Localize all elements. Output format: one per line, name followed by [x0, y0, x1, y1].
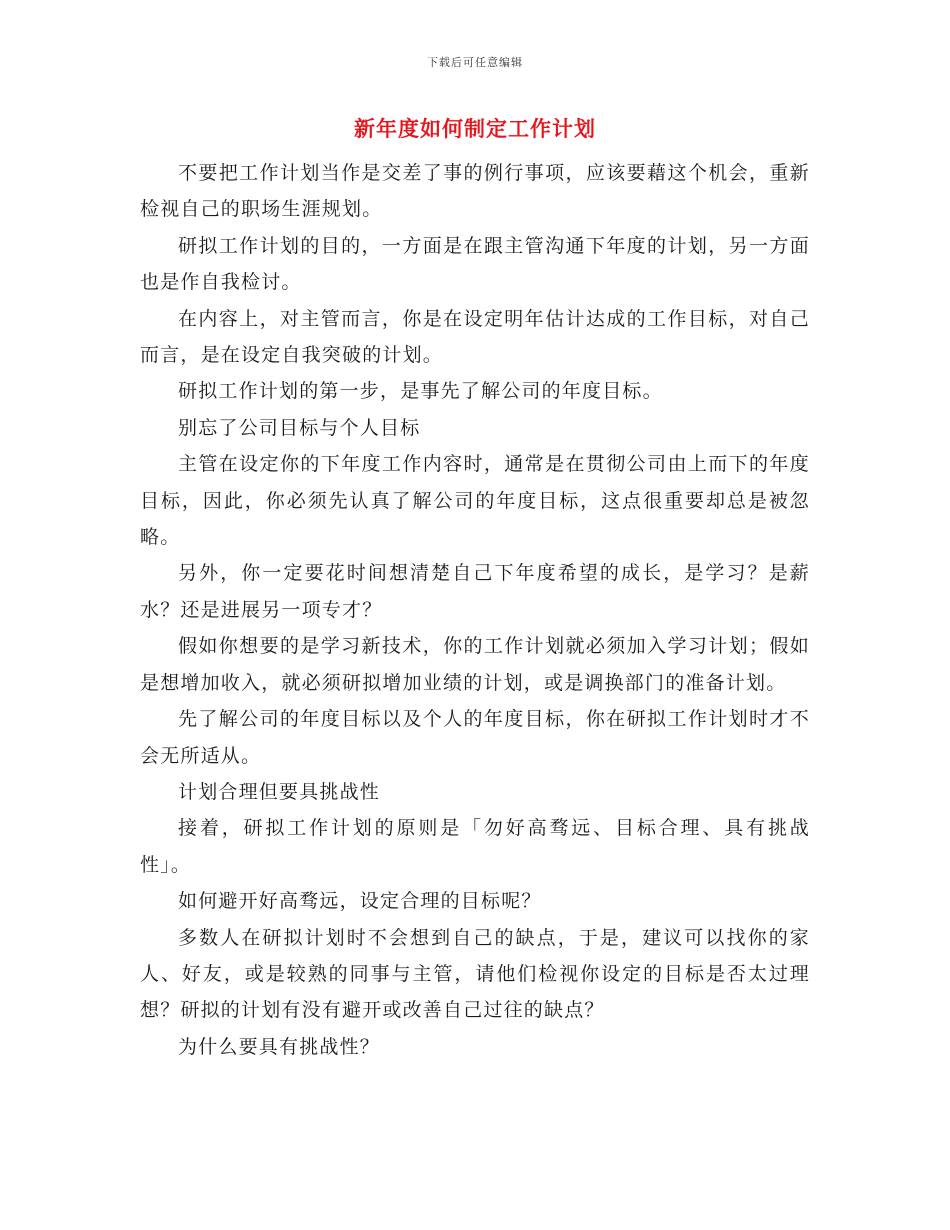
paragraph: 不要把工作计划当作是交差了事的例行事项，应该要藉这个机会，重新检视自己的职场生涯规划。: [140, 162, 810, 221]
paragraph: 为什么要具有挑战性？: [178, 1035, 381, 1058]
paragraph: 假如你想要的是学习新技术，你的工作计划就必须加入学习计划；假如是想增加收入，就必须研拟增加业绩的计划，或是调换部门的准备计划。: [140, 635, 810, 694]
paragraph: 在内容上，对主管而言，你是在设定明年估计达成的工作目标，对自己而言，是在设定自我突破的计划。: [140, 307, 810, 367]
paragraph: 如何避开好高骛远，设定合理的目标呢？: [178, 890, 542, 913]
section-heading: 别忘了公司目标与个人目标: [178, 416, 421, 439]
document-body: [140, 155, 810, 1065]
paragraph: 主管在设定你的下年度工作内容时，通常是在贯彻公司由上而下的年度目标，因此，你必须先认真了解公司的年度目标，这点很重要却总是被忽略。: [140, 453, 810, 549]
paragraph: 研拟工作计划的第一步，是事先了解公司的年度目标。: [178, 380, 663, 403]
header-note: 下载后可任意编辑: [427, 56, 523, 69]
paragraph: 另外，你一定要花时间想清楚自己下年度希望的成长，是学习？是薪水？还是进展另一项专才？: [140, 562, 810, 621]
paragraph: 先了解公司的年度目标以及个人的年度目标，你在研拟工作计划时才不会无所适从。: [140, 708, 810, 767]
section-heading: 计划合理但要具挑战性: [178, 780, 381, 803]
paragraph: 多数人在研拟计划时不会想到自己的缺点，于是，建议可以找你的家人、好友，或是较熟的同事与主管，请他们检视你设定的目标是否太过理想？研拟的计划有没有避开或改善自己过往的缺点？: [140, 926, 810, 1022]
document-title: 新年度如何制定工作计划: [354, 116, 596, 141]
paragraph: 接着，研拟工作计划的原则是「勿好高骛远、目标合理、具有挑战性」。: [140, 817, 810, 876]
paragraph: 研拟工作计划的目的，一方面是在跟主管沟通下年度的计划，另一方面也是作自我检讨。: [140, 234, 810, 294]
